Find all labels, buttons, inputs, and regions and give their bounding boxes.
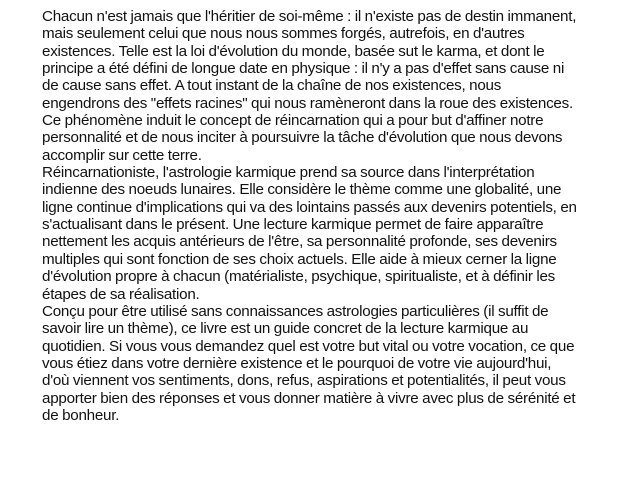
text-line: d'où viennent vos sentiments, dons, refus, aspirations et potentialités, il peut vous <box>42 372 566 390</box>
paragraph-1 <box>42 8 632 164</box>
text-line: personnalité et de nous inciter à poursuivre la tâche d'évolution que nous devons <box>42 129 563 147</box>
text-line: de bonheur. <box>42 406 120 424</box>
text-line: existences. Telle est la loi d'évolution du monde, basée sut le karma, et dont le <box>42 42 545 60</box>
text-line: d'évolution propre à chacun (matérialiste, psychique, spiritualiste, et à définir les <box>42 268 556 286</box>
text-line: Réincarnationiste, l'astrologie karmique prend sa source dans l'interprétation <box>42 164 535 182</box>
text-line: Conçu pour être utilisé sans connaissances astrologies particulières (il suffit de <box>42 302 549 320</box>
text-line: quotidien. Si vous vous demandez quel est votre but vital ou votre vocation, ce que <box>42 337 575 355</box>
text-line: accomplir sur cette terre. <box>42 146 202 164</box>
text-line: engendrons des "effets racines" qui nous ramèneront dans la roue des existences. <box>42 94 573 112</box>
text-line: Chacun n'est jamais que l'héritier de soi-même : il n'existe pas de destin immanent, <box>42 8 577 25</box>
text-line: ligne continue d'implications qui va des lointains passés aux devenirs potentiels, en <box>42 198 577 216</box>
text-line: indienne des noeuds lunaires. Elle considère le thème comme une globalité, une <box>42 181 562 199</box>
text-line: multiples qui sont fonction de ses choix actuels. Elle aide à mieux cerner la ligne <box>42 250 557 268</box>
text-line: nettement les acquis antérieurs de l'être, sa personnalité profonde, ses devenirs <box>42 233 557 251</box>
text-line: apporter bien des réponses et vous donner matière à vivre avec plus de sérénité et <box>42 389 576 407</box>
text-line: s'actualisant dans le présent. Une lecture karmique permet de faire apparaître <box>42 216 544 234</box>
paragraph-3 <box>42 303 632 424</box>
text-line: principe a été défini de longue date en physique : il n'y a pas d'effet sans cause ni <box>42 60 565 78</box>
text-line: étapes de sa réalisation. <box>42 285 200 303</box>
text-line: Ce phénomène induit le concept de réincarnation qui a pour but d'affiner notre <box>42 112 544 130</box>
text-line: de cause sans effet. A tout instant de la chaîne de nos existences, nous <box>42 77 502 95</box>
document-body <box>42 8 632 424</box>
text-line: savoir lire un thème), ce livre est un guide concret de la lecture karmique au <box>42 320 529 338</box>
paragraph-2 <box>42 164 632 303</box>
text-line: mais seulement celui que nous nous sommes forgés, autrefois, en d'autres <box>42 25 525 43</box>
text-line: vous étiez dans votre dernière existence et le pourquoi de votre vie aujourd'hui, <box>42 354 552 372</box>
